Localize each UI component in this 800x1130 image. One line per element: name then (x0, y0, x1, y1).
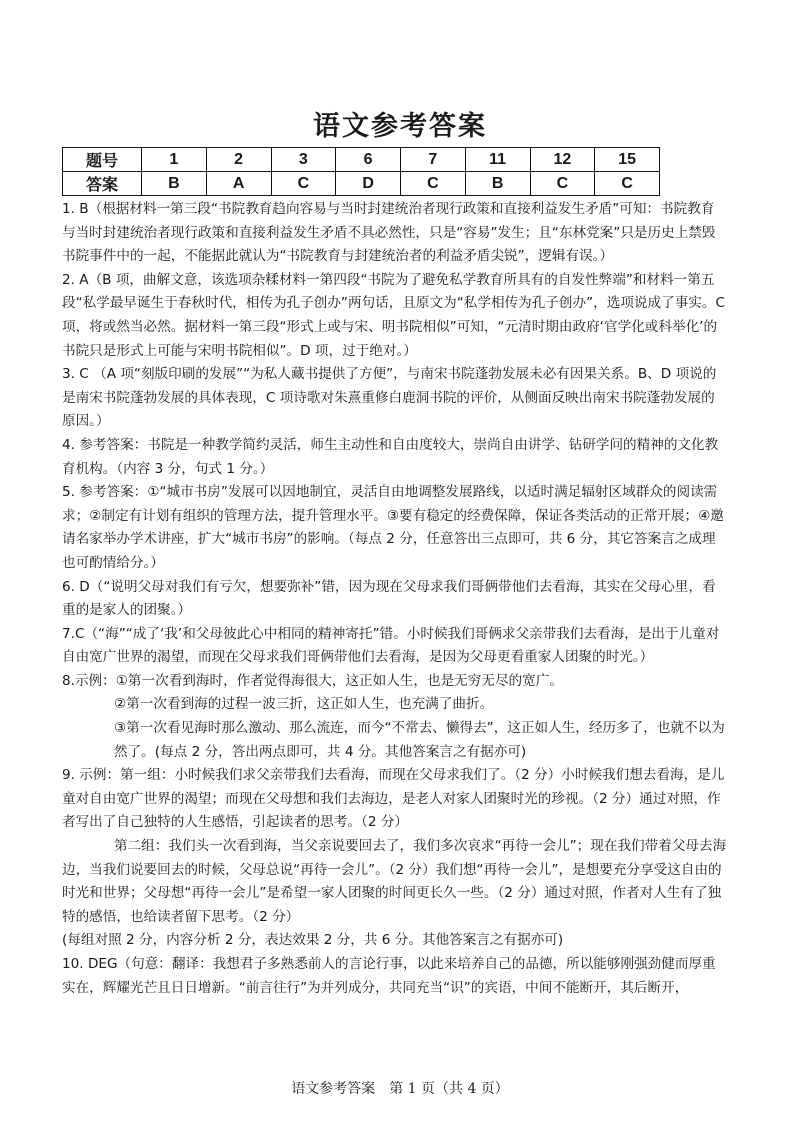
question-number-row (63, 148, 660, 172)
answer-cell: C (401, 172, 466, 196)
answer-paragraph-2: 2. A（B 项，曲解文意，该选项杂糅材料一第四段“书院为了避免私学教育所具有的自发性弊端”和材料一第五段“私学最早诞生于春秋时代，相传为孔子创办”两句话，且原文为“私学相传为孔子创办”，选项说成了事实。C 项，将或然当必然。据材料一第三段“形式上或与宋、明书院相似”可知，“元清时期由政府‘官学化或科举化’的书院只是形式上可能与宋明书院相似”。D 项，过于绝对。） (62, 271, 725, 359)
answer-table (62, 147, 660, 196)
question-number: 3 (271, 148, 336, 172)
answer-cell: D (336, 172, 401, 196)
answer-paragraph-8: 8.示例：①第一次看到海时，作者觉得海很大，这正如人生，也是无穷无尽的宽广。 (62, 672, 563, 689)
question-number: 6 (336, 148, 401, 172)
answer-paragraph-7: 7.C（“海”“成了‘我’和父母彼此心中相同的精神寄托”错。小时候我们哥俩求父亲带我们去看海，是出于儿童对自由宽广世界的渴望，而现在父母求我们哥俩带他们去看海，是因为父母更看重家人团聚的时光。） (62, 625, 720, 666)
page-footer: 语文参考答案 第 1 页（共 4 页） (291, 1081, 509, 1097)
question-number: 2 (206, 148, 271, 172)
answer-paragraph-9: 9. 示例：第一组：小时候我们求父亲带我们去看海，而现在父母求我们了。（2 分）小时候我们想去看海，是儿童对自由宽广世界的渴望；而现在父母想和我们去海边，是老人对家人团聚时光的珍视。（2 分）通过对照，作者写出了自己独特的人生感悟，引起读者的思考。（2 分） (62, 767, 725, 831)
answer-paragraph-9-scoring: (每组对照 2 分，内容分析 2 分，表达效果 2 分，共 6 分。其他答案言之有据亦可) (62, 932, 564, 949)
answer-paragraph-8-point-3: ③第一次看见海时那么激动、那么流连，而今“不常去、懒得去”，这正如人生，经历多了，也就不以为然了。(每点 2 分，答出两点即可，共 4 分。其他答案言之有据亦可) (114, 720, 725, 760)
question-number: 12 (530, 148, 595, 172)
answer-row (63, 172, 660, 196)
row-label-answer: 答案 (63, 172, 142, 196)
question-number: 7 (401, 148, 466, 172)
answer-body (62, 198, 727, 1000)
answer-paragraph-4: 4. 参考答案：书院是一种教学简约灵活，师生主动性和自由度较大，崇尚自由讲学、钻研学问的精神的文化教育机构。（内容 3 分，句式 1 分。） (62, 436, 719, 477)
page-title: 语文参考答案 (313, 111, 487, 142)
answer-paragraph-6: 6. D（“说明父母对我们有亏欠，想要弥补”错，因为现在父母求我们哥俩带他们去看海，其实在父母心里，看重的是家人的团聚。） (62, 578, 716, 619)
answer-cell: B (142, 172, 207, 196)
answer-paragraph-9-group-2: 第二组：我们头一次看到海，当父亲说要回去了，我们多次哀求“再待一会儿”；现在我们带着父母去海边，当我们说要回去的时候，父母总说“再待一会儿”。（2 分）我们想“再待一会儿”，是想要充分享受这自由的时光和世界；父母想“再待一会儿”是希望一家人团聚的时间更长久一些。（2 分）通过对照，作者对人生有了独特的感悟，也给读者留下思考。（2 分） (62, 838, 727, 925)
answer-cell: A (206, 172, 271, 196)
answer-cell: B (465, 172, 530, 196)
answer-cell: C (595, 172, 660, 196)
answer-paragraph-3: 3. C （A 项“刻版印刷的发展”“为私人藏书提供了方便”，与南宋书院蓬勃发展未必有因果关系。B、D 项说的是南宋书院蓬勃发展的具体表现，C 项诗歌对朱熹重修白鹿洞书院的评价，从侧面反映出南宋书院蓬勃发展的原因。） (62, 366, 717, 430)
question-number: 1 (142, 148, 207, 172)
answer-paragraph-1: 1. B（根据材料一第三段“书院教育趋向容易与当时封建统治者现行政策和直接利益发生矛盾”可知：书院教育与当时封建统治者现行政策和直接利益发生矛盾不具必然性，只是“容易”发生；且“东林党案”只是历史上禁毁书院事件中的一起，不能据此就认为“书院教育与封建统治者的利益矛盾尖锐”，逻辑有误。） (62, 201, 716, 265)
answer-paragraph-8-point-2: ②第一次看到海的过程一波三折，这正如人生，也充满了曲折。 (114, 696, 494, 713)
answer-paragraph-10: 10. DEG（句意：翻译：我想君子多熟悉前人的言论行事，以此来培养自己的品德，所以能够刚强劲健而厚重实在，辉耀光芒且日日增新。“前言往行”为并列成分，共同充当“识”的宾语，中间不能断开，其后断开， (62, 956, 716, 996)
row-label-number: 题号 (63, 148, 142, 172)
question-number: 15 (595, 148, 660, 172)
answer-cell: C (271, 172, 336, 196)
question-number: 11 (465, 148, 530, 172)
answer-cell: C (530, 172, 595, 196)
answer-paragraph-5: 5. 参考答案：①“城市书房”发展可以因地制宜，灵活自由地调整发展路线，以适时满足辐射区域群众的阅读需求；②制定有计划有组织的管理方法，提升管理水平。③要有稳定的经费保障，保证各类活动的正常开展；④邀请名家举办学术讲座，扩大“城市书房”的影响。（每点 2 分，任意答出三点即可，共 6 分，其它答案言之成理也可酌情给分。） (62, 484, 724, 571)
